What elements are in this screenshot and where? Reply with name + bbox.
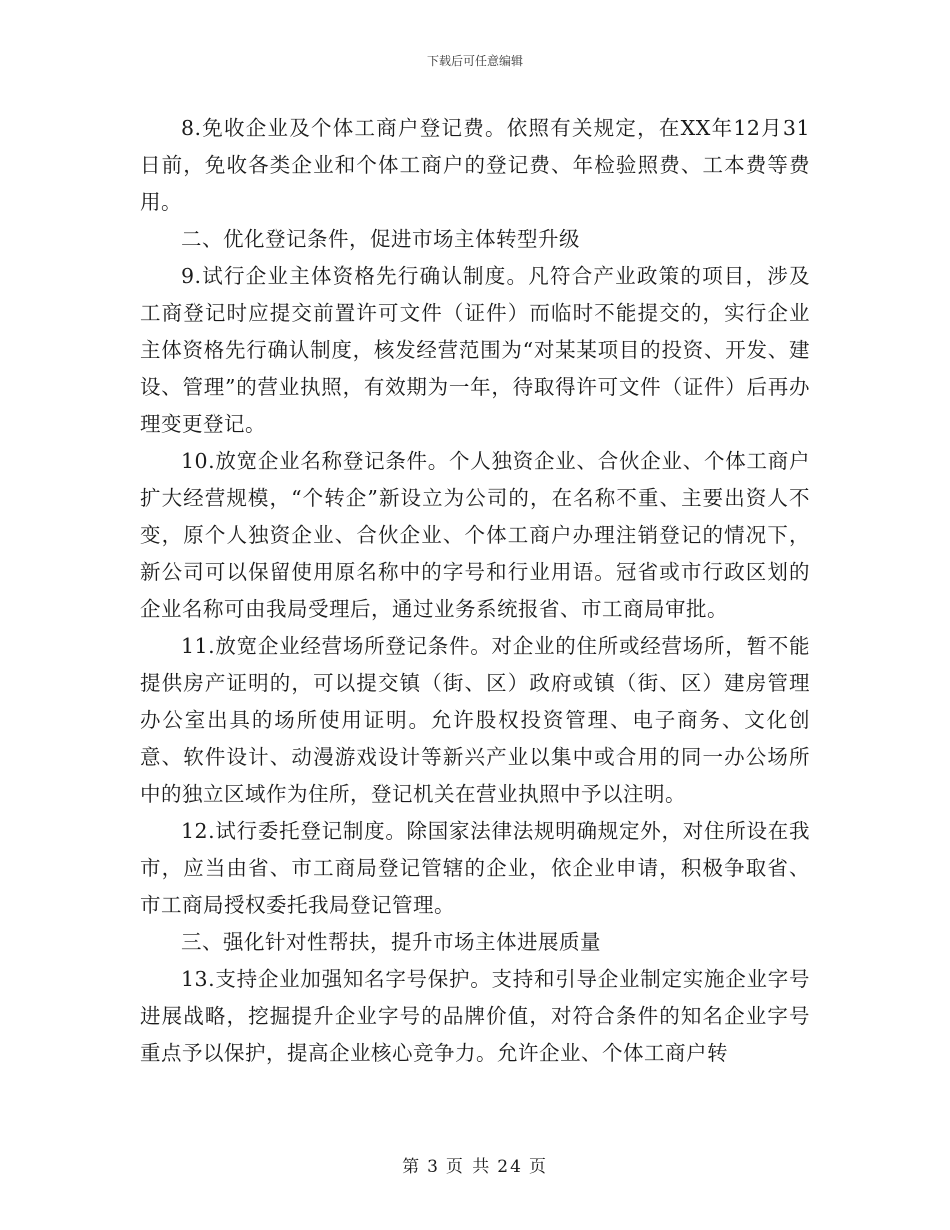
footer-middle: 页 共: [445, 1157, 492, 1177]
footer-page-number: 3: [427, 1157, 440, 1177]
document-body: [140, 110, 810, 1072]
paragraph-8: 8.免收企业及个体工商户登记费。依照有关规定，在XX年12月31日前，免收各类企业和个体工商户的登记费、年检验照费、工本费等费用。: [140, 116, 810, 214]
paragraph-9: 9.试行企业主体资格先行确认制度。凡符合产业政策的项目，涉及工商登记时应提交前置许可文件（证件）而临时不能提交的，实行企业主体资格先行确认制度，核发经营范围为“对某某项目的投资、开发、建设、管理”的营业执照，有效期为一年，待取得许可文件（证件）后再办理变更登记。: [140, 264, 810, 436]
paragraph-10: 10.放宽企业名称登记条件。个人独资企业、合伙企业、个体工商户扩大经营规模，“个转企”新设立为公司的，在名称不重、主要出资人不变，原个人独资企业、合伙企业、个体工商户办理注销登记的情况下，新公司可以保留使用原名称中的字号和行业用语。冠省或市行政区划的企业名称可由我局受理后，通过业务系统报省、市工商局审批。: [140, 449, 810, 621]
footer-total-pages: 24: [497, 1157, 523, 1177]
paragraph-13: 13.支持企业加强知名字号保护。支持和引导企业制定实施企业字号进展战略，挖掘提升企业字号的品牌价值，对符合条件的知名企业字号重点予以保护，提高企业核心竞争力。允许企业、个体工商户转: [140, 967, 810, 1065]
page-footer: [0, 1152, 950, 1177]
section-heading-2: 二、优化登记条件，促进市场主体转型升级: [181, 227, 580, 251]
footer-suffix: 页: [528, 1157, 548, 1177]
page-header: 下载后可任意编辑: [426, 54, 523, 68]
paragraph-11: 11.放宽企业经营场所登记条件。对企业的住所或经营场所，暂不能提供房产证明的，可以提交镇（街、区）政府或镇（街、区）建房管理办公室出具的场所使用证明。允许股权投资管理、电子商务、文化创意、软件设计、动漫游戏设计等新兴产业以集中或合用的同一办公场所中的独立区域作为住所，登记机关在营业执照中予以注明。: [140, 634, 810, 806]
section-heading-3: 三、强化针对性帮扶，提升市场主体进展质量: [181, 930, 601, 954]
paragraph-12: 12.试行委托登记制度。除国家法律法规明确规定外，对住所设在我市，应当由省、市工商局登记管辖的企业，依企业申请，积极争取省、市工商局授权委托我局登记管理。: [140, 819, 810, 917]
footer-prefix: 第: [402, 1157, 422, 1177]
